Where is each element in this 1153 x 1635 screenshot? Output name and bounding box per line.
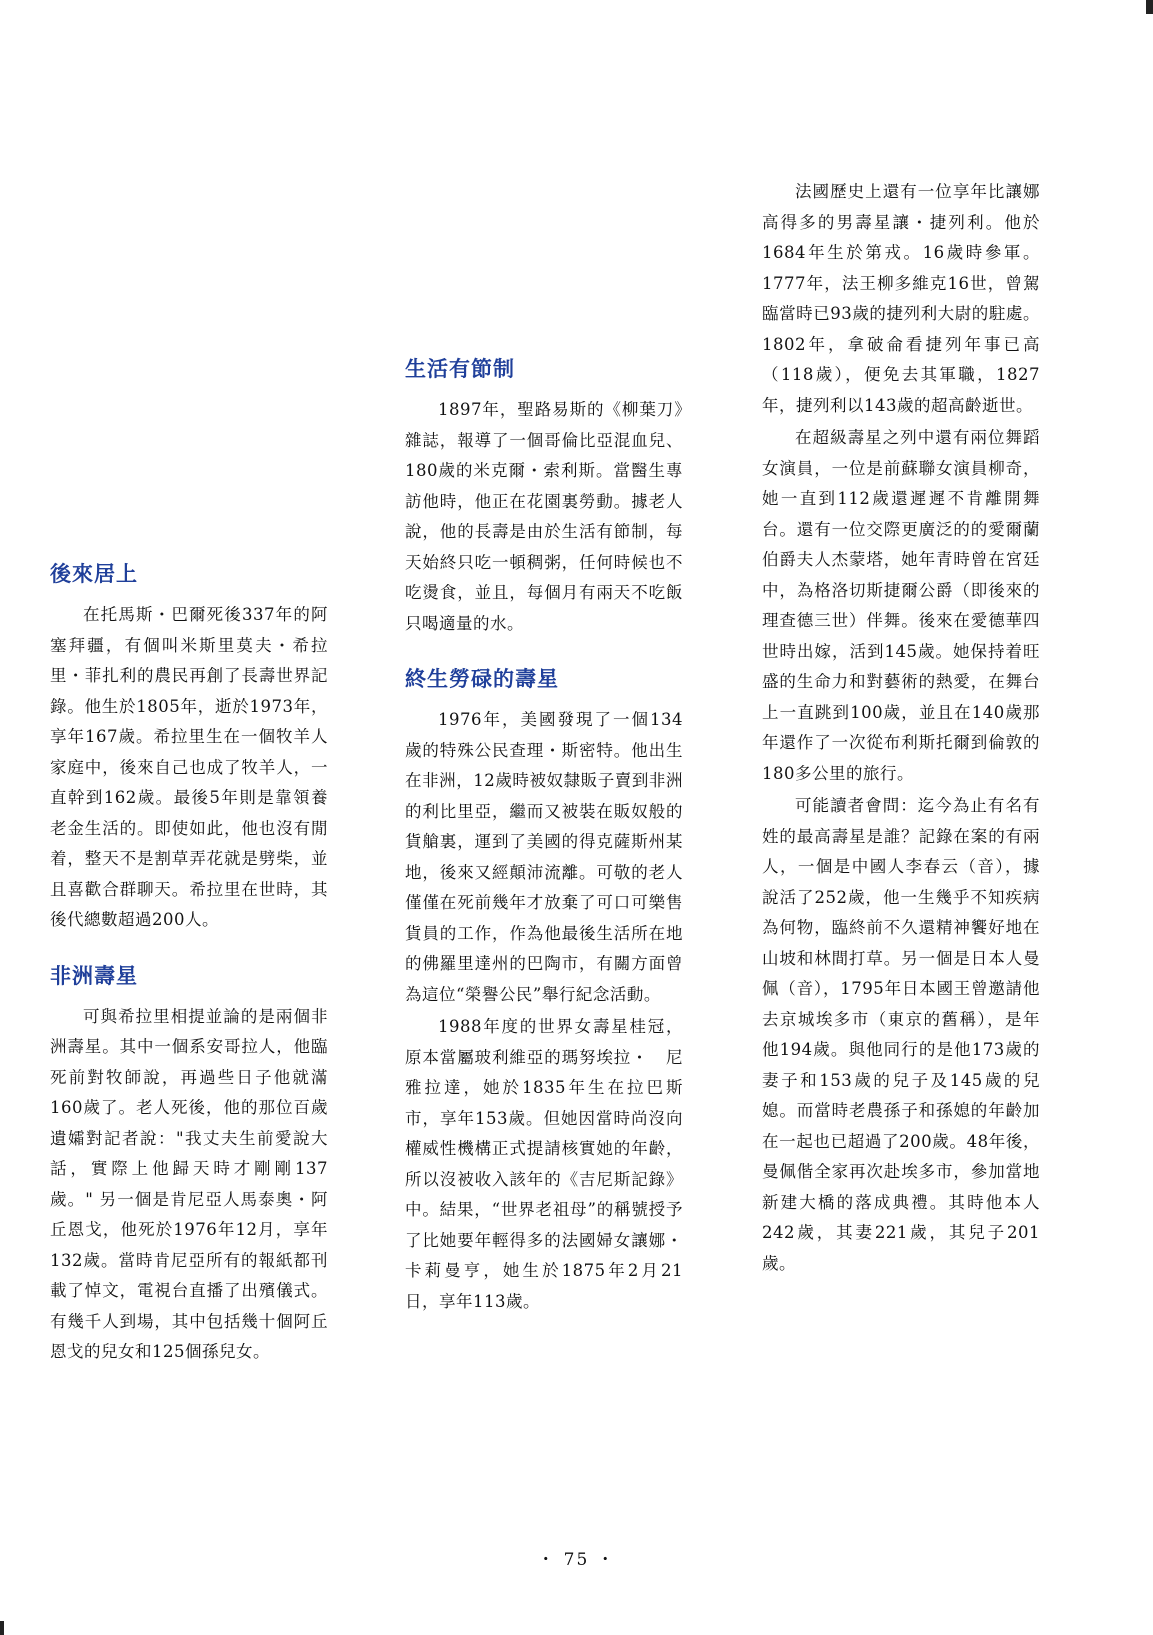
column-left (50, 560, 328, 1368)
page-number: ・ 75 ・ (537, 1550, 616, 1570)
paragraph: 在托馬斯・巴爾死後337年的阿塞拜疆，有個叫米斯里莫夫・希拉里・菲扎利的農民再創了長壽世界記錄。他生於1805年，逝於1973年，享年167歲。希拉里生在一個牧羊人家庭中，後來自己也成了牧羊人，一直幹到162歲。最後5年則是靠領養老金生活的。即使如此，他也沒有閒着，整天不是割草弄花就是劈柴，並且喜歡合群聊天。希拉里在世時，其後代總數超過200人。 (50, 605, 328, 929)
paragraph: 1976年，美國發現了一個134歲的特殊公民查理・斯密特。他出生在非洲，12歲時被奴隸販子賣到非洲的利比里亞，繼而又被裝在販奴般的貨艙裏，運到了美國的得克薩斯州某地，後來又經顛沛流離。可敬的老人僅僅在死前幾年才放棄了可口可樂售貨員的工作，作為他最後生活所在地的佛羅里達州的巴陶市，有關方面曾為這位“榮譽公民”舉行紀念活動。 (405, 710, 683, 1004)
section-heading: 終生勞碌的壽星 (405, 667, 559, 691)
paragraph: 可能讀者會問：迄今為止有名有姓的最高壽星是誰？記錄在案的有兩人，一個是中國人李春云（音），據說活了252歲，他一生幾乎不知疾病為何物，臨終前不久還精神饗好地在山坡和林間打草。另一個是日本人曼佩（音），1795年日本國王曾邀請他去京城埃多市（東京的舊稱），是年他194歲。與他同行的是他173歲的妻子和153歲的兒子及145歲的兒媳。而當時老農孫子和孫媳的年齡加在一起也已超過了200歲。48年後，曼佩偕全家再次赴埃多市，參加當地新建大橋的落成典禮。其時他本人242歲，其妻221歲，其兒子201歲。 (762, 796, 1040, 1273)
section-heading: 非洲壽星 (50, 963, 138, 988)
paragraph: 1897年，聖路易斯的《柳葉刀》雜誌，報導了一個哥倫比亞混血兒、180歲的米克爾・索利斯。當醫生專訪他時，他正在花園裏勞動。據老人說，他的長壽是由於生活有節制，每天始終只吃一頓稠粥，任何時候也不吃燙食，並且，每個月有兩天不吃飯只喝適量的水。 (405, 400, 683, 633)
section (405, 355, 683, 639)
section (405, 665, 683, 1317)
paragraph: 1988年度的世界女壽星桂冠，原本當屬玻利維亞的瑪努埃拉・ 尼雅拉達，她於1835年生在拉巴斯市，享年153歲。但她因當時尚沒向權威性機構正式提請核實她的年齡，所以沒被收入該年的《吉尼斯記錄》中。結果，“世界老祖母”的稱號授予了比她要年輕得多的法國婦女讓娜・卡莉曼亨，她生於1875年2月21日，享年113歲。 (405, 1017, 683, 1311)
paragraph: 可與希拉里相提並論的是兩個非洲壽星。其中一個系安哥拉人，他臨死前對牧師說，再過些日子他就滿160歲了。老人死後，他的那位百歲遺孀對記者說："我丈夫生前愛說大話，實際上他歸天時才剛剛137歲。" 另一個是肯尼亞人馬泰奧・阿丘恩戈，他死於1976年12月，享年132歲。當時肯尼亞所有的報紙都刊載了悼文，電視台直播了出殯儀式。有幾千人到場，其中包括幾十個阿丘恩戈的兒女和125個孫兒女。 (50, 1006, 328, 1361)
column-middle (405, 355, 683, 1317)
paragraph: 在超級壽星之列中還有兩位舞蹈女演員，一位是前蘇聯女演員柳奇，她一直到112歲還遲遲不肯離開舞台。還有一位交際更廣泛的的愛爾蘭伯爵夫人杰蒙塔，她年青時曾在宮廷中，為格洛切斯捷爾公爵（即後來的理查德三世）伴舞。後來在愛德華四世時出嫁，活到145歲。她保持着旺盛的生命力和對藝術的熱愛，在舞台上一直跳到100歲，並且在140歲那年還作了一次從布利斯托爾到倫敦的180多公里的旅行。 (762, 428, 1040, 783)
section (762, 177, 1040, 1279)
paragraph: 法國歷史上還有一位享年比讓娜高得多的男壽星讓・捷列利。他於1684年生於第戎。16歲時參軍。1777年，法王柳多維克16世，曾駕臨當時已93歲的捷列利大尉的駐處。1802年，拿破侖看捷列年事已高（118歲），便免去其軍職，1827年，捷列利以143歲的超高齡逝世。 (762, 182, 1040, 415)
column-right (762, 177, 1040, 1279)
scan-corner-mark (0, 1621, 4, 1635)
section (50, 560, 328, 936)
section-heading: 生活有節制 (405, 357, 515, 381)
section (50, 962, 328, 1368)
scan-corner-mark (1146, 0, 1153, 14)
section-heading: 後來居上 (50, 562, 138, 586)
